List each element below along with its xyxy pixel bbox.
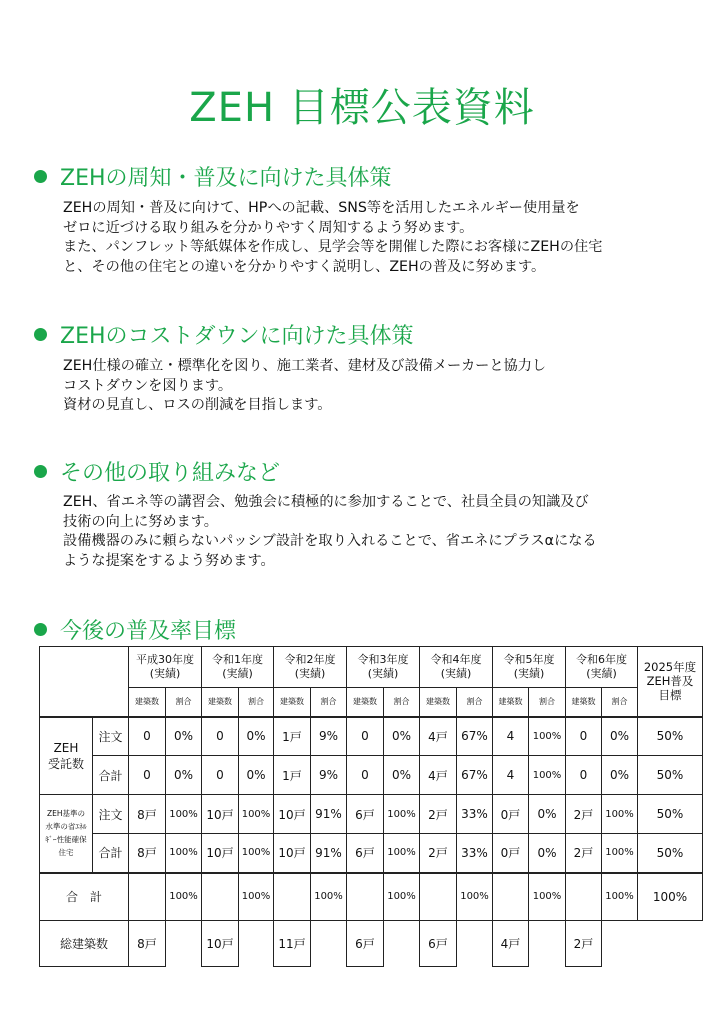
bullet-icon xyxy=(34,623,47,636)
section-heading-text: ZEHのコストダウンに向けた具体策 xyxy=(60,324,414,349)
cell-count: 8戸 xyxy=(129,795,166,834)
sum-label: 合 計 xyxy=(40,873,129,921)
table-row xyxy=(40,795,703,834)
sum-cell xyxy=(566,873,602,921)
section-heading-costdown xyxy=(34,319,414,350)
body-line: また、パンフレット等紙媒体を作成し、見学会等を開催した際にお客様にZEHの住宅 xyxy=(63,239,603,255)
total-label: 総建築数 xyxy=(40,921,129,967)
cell-count: 2戸 xyxy=(420,795,457,834)
sub-header-ratio: 割合 xyxy=(602,688,638,717)
section-heading-targets xyxy=(34,614,236,645)
cell-ratio: 9% xyxy=(311,717,347,756)
header-row-years xyxy=(40,647,703,688)
body-line: ZEHの周知・普及に向けて、HPへの記載、SNS等を活用したエネルギー使用量を xyxy=(63,200,580,216)
total-cell: 11戸 xyxy=(274,921,311,967)
sum-cell: 100% xyxy=(311,873,347,921)
cell-ratio: 91% xyxy=(311,834,347,873)
body-line: 技術の向上に努めます。 xyxy=(63,513,218,530)
sub-header-count: 建築数 xyxy=(274,688,311,717)
sum-cell xyxy=(274,873,311,921)
section-body-other xyxy=(63,493,703,571)
body-line: ゼロに近づける取り組みを分かりやすく周知するよう努めます。 xyxy=(63,219,474,236)
year-header: 令和3年度 (実績) xyxy=(347,647,420,688)
section-heading-text: その他の取り組みなど xyxy=(60,461,281,486)
cell-count: 2戸 xyxy=(566,834,602,873)
body-line: コストダウンを図ります。 xyxy=(63,377,233,394)
cell-ratio: 100% xyxy=(529,717,566,756)
bullet-icon xyxy=(34,465,47,478)
total-blank xyxy=(384,921,420,967)
section-body-awareness xyxy=(63,199,703,277)
cell-count: 6戸 xyxy=(347,795,384,834)
cell-ratio: 33% xyxy=(457,834,493,873)
total-cell: 2戸 xyxy=(566,921,602,967)
cell-ratio: 100% xyxy=(239,795,274,834)
cell-count: 10戸 xyxy=(274,795,311,834)
sub-header-count: 建築数 xyxy=(347,688,384,717)
cell-count: 4 xyxy=(493,756,529,795)
page-title: ZEH 目標公表資料 xyxy=(189,85,535,131)
sum-target: 100% xyxy=(638,873,703,921)
year-header: 令和6年度 (実績) xyxy=(566,647,638,688)
total-blank xyxy=(457,921,493,967)
cell-target: 50% xyxy=(638,717,703,756)
cell-ratio: 91% xyxy=(311,795,347,834)
body-line: ZEH、省エネ等の講習会、勉強会に積極的に参加することで、社員全員の知識及び xyxy=(63,494,589,510)
cell-count: 10戸 xyxy=(202,795,239,834)
cell-ratio: 100% xyxy=(602,795,638,834)
cell-ratio: 0% xyxy=(384,756,420,795)
section-heading-text: 今後の普及率目標 xyxy=(60,619,237,644)
cell-target: 50% xyxy=(638,834,703,873)
cell-ratio: 0% xyxy=(166,717,202,756)
cell-count: 0 xyxy=(566,756,602,795)
total-blank xyxy=(638,921,703,967)
cell-ratio: 0% xyxy=(239,756,274,795)
cell-count: 0 xyxy=(347,717,384,756)
target-table xyxy=(39,646,703,967)
sub-header-count: 建築数 xyxy=(129,688,166,717)
cell-ratio: 67% xyxy=(457,756,493,795)
cell-ratio: 0% xyxy=(602,756,638,795)
total-blank xyxy=(311,921,347,967)
sum-cell xyxy=(420,873,457,921)
sub-header-ratio: 割合 xyxy=(166,688,202,717)
sum-cell: 100% xyxy=(239,873,274,921)
cell-target: 50% xyxy=(638,795,703,834)
sum-row xyxy=(40,873,703,921)
sum-cell: 100% xyxy=(166,873,202,921)
cell-ratio: 0% xyxy=(239,717,274,756)
cell-target: 50% xyxy=(638,756,703,795)
body-line: と、その他の住宅との違いを分かりやすく説明し、ZEHの普及に努めます。 xyxy=(63,258,546,275)
header-row-sub xyxy=(40,688,703,717)
total-cell: 10戸 xyxy=(202,921,239,967)
sub-header-ratio: 割合 xyxy=(457,688,493,717)
row-label-order: 注文 xyxy=(93,795,129,834)
sub-header-count: 建築数 xyxy=(566,688,602,717)
cell-ratio: 100% xyxy=(384,795,420,834)
total-blank xyxy=(166,921,202,967)
section-heading-text: ZEHの周知・普及に向けた具体策 xyxy=(60,166,392,191)
total-cell: 8戸 xyxy=(129,921,166,967)
section-heading-awareness xyxy=(34,161,392,192)
cell-count: 0戸 xyxy=(493,834,529,873)
cell-count: 6戸 xyxy=(347,834,384,873)
corner-cell xyxy=(40,647,129,717)
total-cell: 6戸 xyxy=(347,921,384,967)
cell-count: 0 xyxy=(566,717,602,756)
cell-count: 0 xyxy=(202,756,239,795)
body-line: ような提案をするよう努めます。 xyxy=(63,552,275,569)
target-header: 2025年度 ZEH普及 目標 xyxy=(638,647,703,717)
cell-ratio: 67% xyxy=(457,717,493,756)
sub-header-count: 建築数 xyxy=(493,688,529,717)
cell-ratio: 0% xyxy=(529,834,566,873)
cell-count: 2戸 xyxy=(566,795,602,834)
category-zeh: ZEH 受託数 xyxy=(40,717,93,795)
cell-ratio: 0% xyxy=(602,717,638,756)
cell-ratio: 100% xyxy=(166,795,202,834)
cell-count: 4戸 xyxy=(420,756,457,795)
sub-header-count: 建築数 xyxy=(420,688,457,717)
cell-count: 1戸 xyxy=(274,756,311,795)
table-row xyxy=(40,717,703,756)
cell-ratio: 100% xyxy=(166,834,202,873)
cell-ratio: 100% xyxy=(529,756,566,795)
total-blank xyxy=(602,921,638,967)
sum-cell xyxy=(202,873,239,921)
sum-cell xyxy=(129,873,166,921)
section-heading-other xyxy=(34,456,280,487)
cell-ratio: 100% xyxy=(384,834,420,873)
sub-header-ratio: 割合 xyxy=(384,688,420,717)
row-label-order: 注文 xyxy=(93,717,129,756)
cell-count: 0 xyxy=(347,756,384,795)
table-row xyxy=(40,834,703,873)
sum-cell: 100% xyxy=(602,873,638,921)
cell-count: 4 xyxy=(493,717,529,756)
row-label-total: 合計 xyxy=(93,756,129,795)
cell-ratio: 100% xyxy=(239,834,274,873)
cell-count: 4戸 xyxy=(420,717,457,756)
bullet-icon xyxy=(34,170,47,183)
bullet-icon xyxy=(34,328,47,341)
body-line: 設備機器のみに頼らないパッシブ設計を取り入れることで、省エネにプラスαになる xyxy=(63,533,597,549)
section-body-costdown xyxy=(63,357,703,416)
total-blank xyxy=(529,921,566,967)
cell-count: 0 xyxy=(202,717,239,756)
total-cell: 6戸 xyxy=(420,921,457,967)
cell-count: 0 xyxy=(129,717,166,756)
sum-cell: 100% xyxy=(529,873,566,921)
cell-ratio: 0% xyxy=(384,717,420,756)
year-header: 令和5年度 (実績) xyxy=(493,647,566,688)
cell-count: 0 xyxy=(129,756,166,795)
cell-ratio: 9% xyxy=(311,756,347,795)
year-header: 令和2年度 (実績) xyxy=(274,647,347,688)
sum-cell xyxy=(347,873,384,921)
year-header: 令和4年度 (実績) xyxy=(420,647,493,688)
category-zeh-standard: ZEH基準の 水準の省ｴﾈﾙ ｷﾞｰ性能確保 住宅 xyxy=(40,795,93,873)
cell-ratio: 33% xyxy=(457,795,493,834)
cell-ratio: 100% xyxy=(602,834,638,873)
sub-header-ratio: 割合 xyxy=(239,688,274,717)
sum-cell xyxy=(493,873,529,921)
total-blank xyxy=(239,921,274,967)
year-header: 平成30年度 (実績) xyxy=(129,647,202,688)
sub-header-ratio: 割合 xyxy=(311,688,347,717)
sum-cell: 100% xyxy=(457,873,493,921)
table-row xyxy=(40,756,703,795)
cell-count: 1戸 xyxy=(274,717,311,756)
cell-count: 10戸 xyxy=(274,834,311,873)
cell-count: 2戸 xyxy=(420,834,457,873)
sum-cell: 100% xyxy=(384,873,420,921)
sub-header-count: 建築数 xyxy=(202,688,239,717)
cell-count: 8戸 xyxy=(129,834,166,873)
cell-count: 10戸 xyxy=(202,834,239,873)
body-line: ZEH仕様の確立・標準化を図り、施工業者、建材及び設備メーカーと協力し xyxy=(63,358,547,374)
body-line: 資材の見直し、ロスの削減を目指します。 xyxy=(63,397,332,413)
row-label-total: 合計 xyxy=(93,834,129,873)
year-header: 令和1年度 (実績) xyxy=(202,647,274,688)
cell-ratio: 0% xyxy=(166,756,202,795)
total-row xyxy=(40,921,703,967)
cell-ratio: 0% xyxy=(529,795,566,834)
total-cell: 4戸 xyxy=(493,921,529,967)
sub-header-ratio: 割合 xyxy=(529,688,566,717)
cell-count: 0戸 xyxy=(493,795,529,834)
